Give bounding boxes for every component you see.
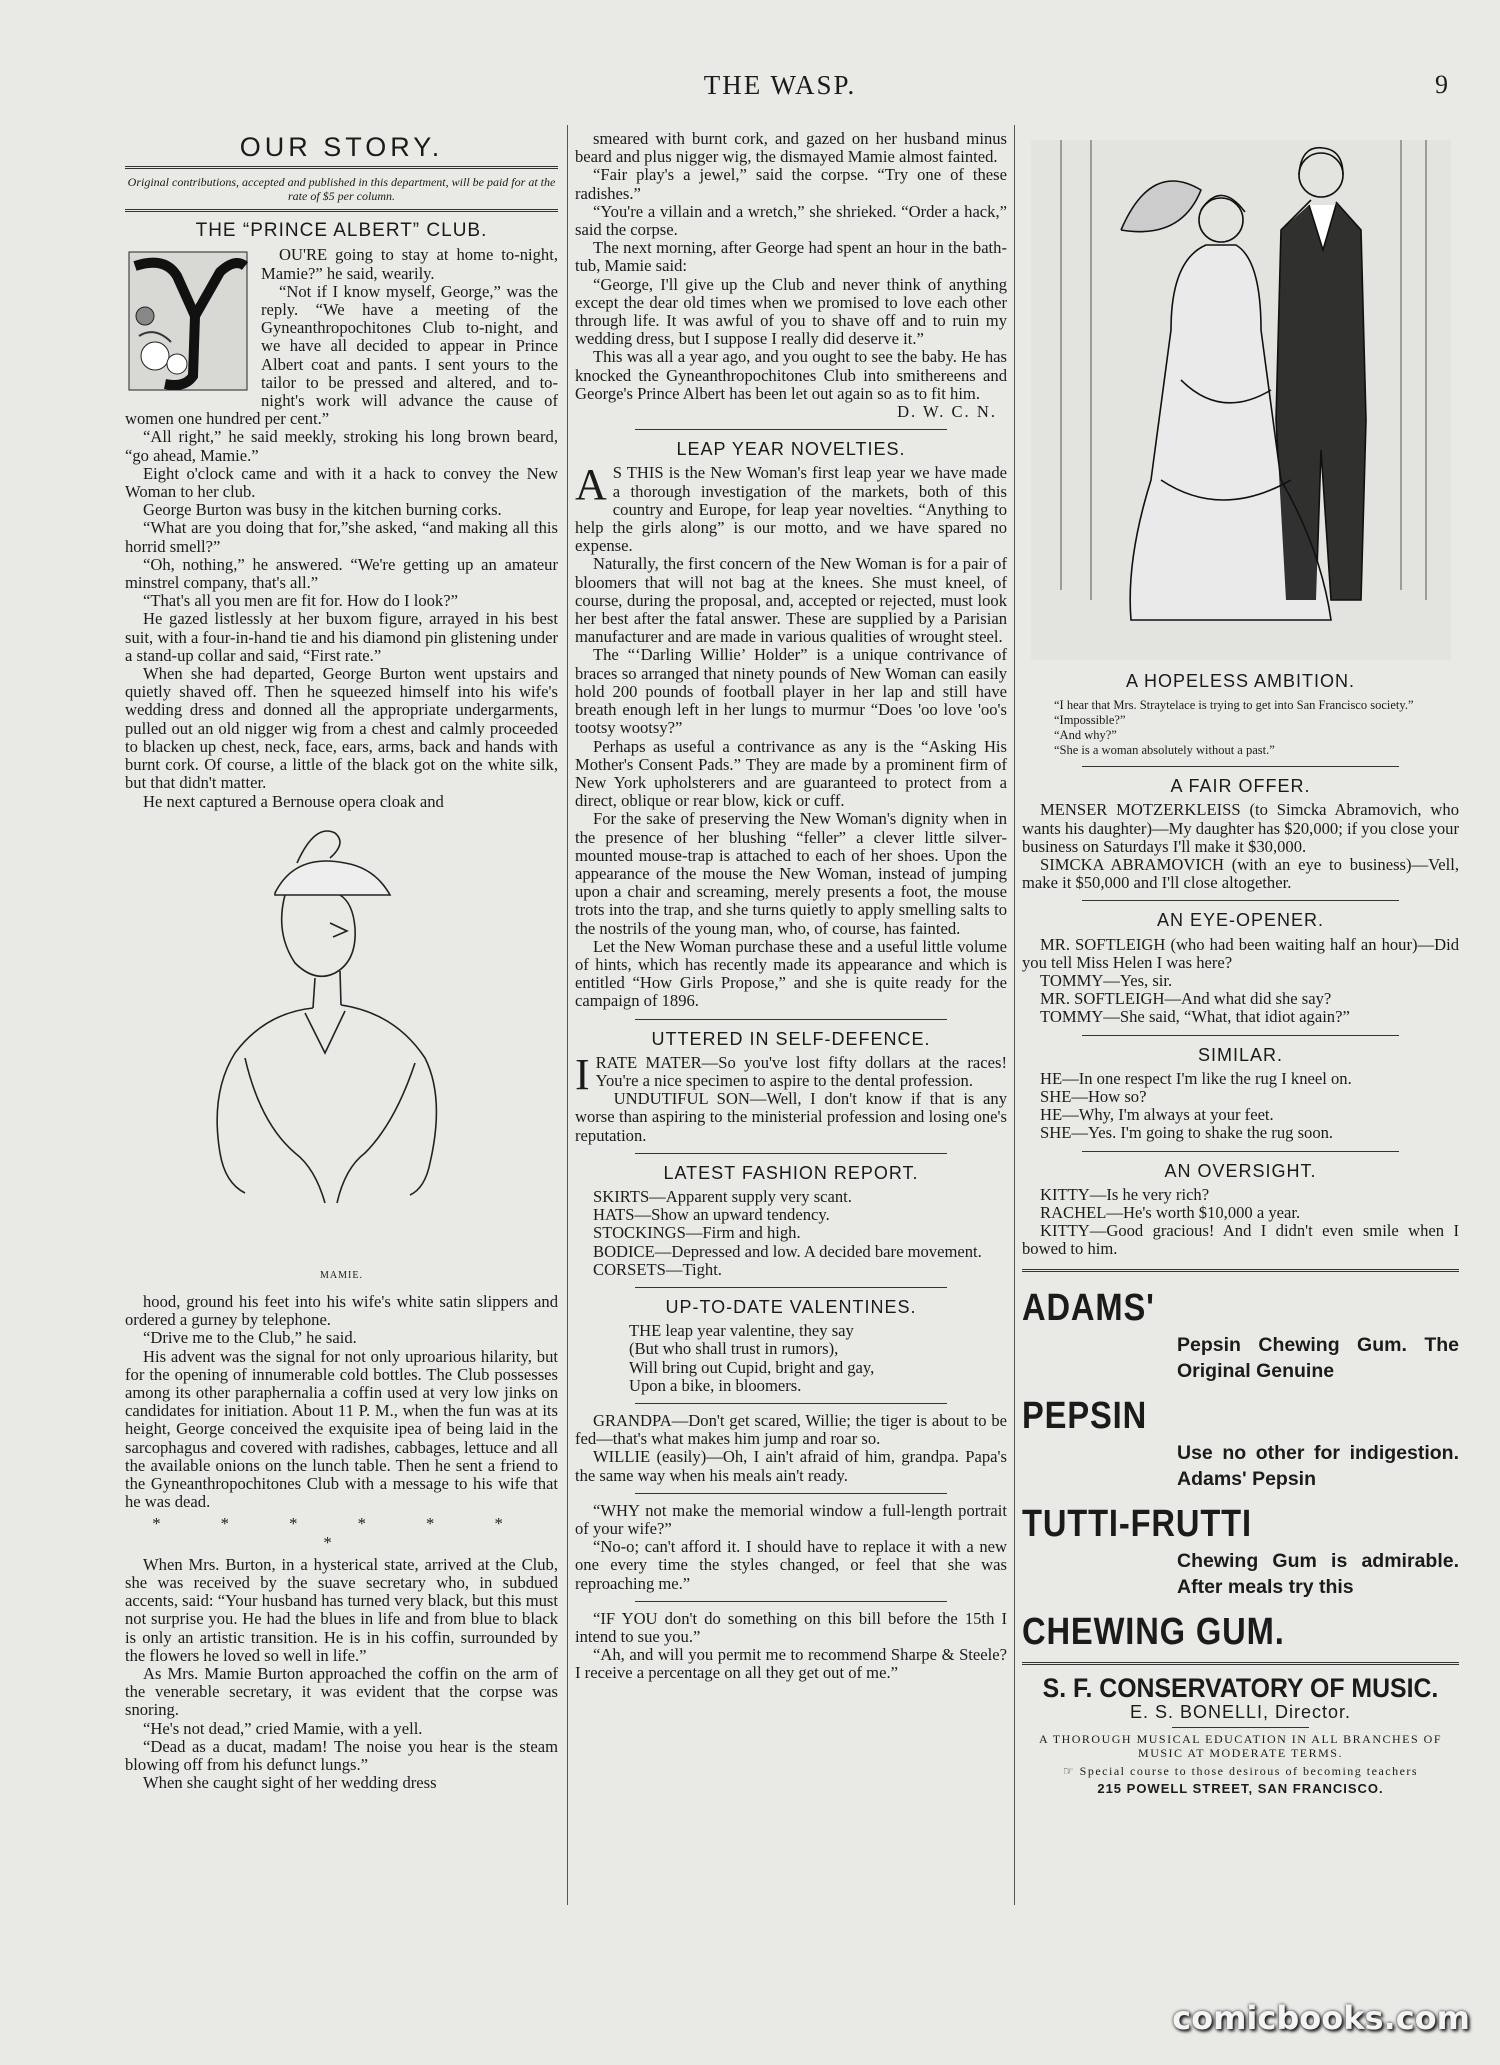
divider — [1082, 766, 1399, 767]
story-paragraph: George Burton was busy in the kitchen burning corks. — [143, 500, 502, 520]
ambition-title: A HOPELESS AMBITION. — [1125, 671, 1356, 691]
similar-body — [1022, 1070, 1459, 1143]
divider — [635, 1493, 947, 1494]
drop-cap: I — [575, 1049, 590, 1099]
story-paragraph: “That's all you men are fit for. How do I look?” — [143, 591, 458, 611]
section-break-stars: * * * * * * * — [152, 1514, 531, 1552]
fashion-line: BODICE—Depressed and low. A decided bare movement. — [593, 1241, 982, 1261]
ad-tutti-frutti: TUTTI-FRUTTI — [1022, 1502, 1252, 1545]
divider — [635, 1153, 947, 1154]
window-joke — [575, 1502, 1007, 1593]
story-paragraph: “Oh, nothing,” he answered. “We're getting up an amateur minstrel company, that's all.” — [125, 554, 558, 593]
valentine-poem — [575, 1322, 1007, 1395]
dialog-line: “And why?” — [1054, 728, 1117, 743]
dialog-paragraph: “IF YOU don't do something on this bill before the 15th I intend to sue you.” — [575, 1608, 1007, 1647]
fashion-body — [575, 1188, 1007, 1279]
column-middle — [575, 130, 1007, 1683]
story-paragraph: hood, ground his feet into his wife's white satin slippers and ordered a gurney by telephone. — [125, 1291, 558, 1330]
eye-opener-body — [1022, 936, 1459, 1027]
conservatory-director: E. S. BONELLI, Director. — [1129, 1701, 1352, 1722]
dialog-paragraph: TOMMY—Yes, sir. — [1040, 971, 1173, 991]
dialog-paragraph: KITTY—Good gracious! And I didn't even smile when I bowed to him. — [1022, 1221, 1459, 1259]
dialog-paragraph: SIMCKA ABRAMOVICH (with an eye to business)—Vell, make it $50,000 and I'll close altogether. — [1022, 855, 1459, 893]
double-rule — [125, 166, 558, 169]
decorative-initial-y-illustration — [125, 246, 253, 396]
conservatory-name: S. F. CONSERVATORY OF MUSIC. — [1042, 1672, 1439, 1703]
hopeless-ambition-illustration — [1031, 120, 1451, 660]
dialog-paragraph: MENSER MOTZERKLEISS (to Simcka Abramovich, who wants his daughter)—My daughter has $20,000; if you close your business on Saturdays I'll make it $30,000. — [1022, 800, 1459, 856]
story-paragraph: “He's not dead,” cried Mamie, with a yell. — [143, 1718, 423, 1738]
double-rule — [1022, 1269, 1459, 1272]
pointing-hand-icon: ☞ — [1062, 1764, 1076, 1779]
ad-tutti-sub: Chewing Gum is admirable. After meals try this — [1177, 1549, 1459, 1598]
ad-adams-sub: Pepsin Chewing Gum. The Original Genuine — [1177, 1333, 1459, 1382]
dialog-paragraph: UNDUTIFUL SON—Well, I don't know if that is any worse than aspiring to the ministerial profession and losing one's reputation. — [575, 1089, 1007, 1145]
dialog-paragraph: MR. SOFTLEIGH—And what did she say? — [1040, 989, 1332, 1009]
divider — [635, 1287, 947, 1288]
dialog-paragraph — [575, 1049, 1007, 1099]
section-title: OUR STORY. — [239, 132, 444, 162]
dialog-paragraph: “WHY not make the memorial window a full-length portrait of your wife?” — [575, 1500, 1007, 1539]
fair-offer-body — [1022, 801, 1459, 892]
story-paragraph: “George, I'll give up the Club and never think of anything except the dear old times when we promised to love each other through life. It was awful of you to shave off and to ruin my wedding dress, but I suppose I really did deserve it.” — [575, 274, 1007, 349]
oversight-title: AN OVERSIGHT. — [1164, 1160, 1317, 1181]
story-signature: D. W. C. N. — [897, 402, 997, 422]
valentines-title: UP-TO-DATE VALENTINES. — [665, 1296, 917, 1317]
story-paragraph: “You're a villain and a wretch,” she shrieked. “Order a hack,” said the corpse. — [575, 201, 1007, 240]
dialog-paragraph: “Ah, and will you permit me to recommend Sharpe & Steele? I receive a percentage on all they get out of me.” — [575, 1645, 1007, 1683]
contributions-note: Original contributions, accepted and published in this department, will be paid for at the rate of $5 per column. — [127, 175, 556, 204]
bill-joke — [575, 1610, 1007, 1683]
page-number: 9 — [1435, 70, 1448, 99]
story-paragraph: “Fair play's a jewel,” said the corpse. “Try one of these radishes.” — [575, 165, 1007, 203]
story-paragraph: When she had departed, George Burton went upstairs and quietly shaved off. Then he squeezed himself into his wife's wedding dress and donned all the appropriate undergarments, pulled out an old nigger wig from a chest and calmly proceeded to blacken up chest, neck, face, ears, arms, back and hands with burnt cork. Of course, a little of the black got on the white silk, but that didn't matter. — [125, 664, 558, 793]
conservatory-address: 215 POWELL STREET, SAN FRANCISCO. — [1097, 1781, 1384, 1797]
double-rule — [125, 209, 558, 212]
poem-line: THE leap year valentine, they say — [629, 1321, 854, 1341]
dialog-paragraph: HE—Why, I'm always at your feet. — [1040, 1105, 1274, 1125]
double-rule — [1022, 1662, 1459, 1665]
leap-paragraph — [575, 460, 1007, 556]
ad-adams: ADAMS' — [1022, 1286, 1155, 1329]
column-right — [1022, 130, 1459, 1798]
similar-title: SIMILAR. — [1197, 1044, 1284, 1065]
paragraph-text: RATE MATER—So you've lost fifty dollars at the races! You're a nice specimen to aspire to the dental profession. — [595, 1052, 1007, 1090]
dialog-paragraph: SHE—How so? — [1040, 1087, 1147, 1107]
column-rule — [567, 125, 568, 1905]
drop-cap: A — [575, 460, 607, 510]
column-rule — [1014, 125, 1015, 1905]
story-paragraph: “Dead as a ducat, madam! The noise you hear is the steam blowing off from his defunct lungs.” — [125, 1736, 558, 1774]
eye-opener-title: AN EYE-OPENER. — [1156, 910, 1325, 931]
ad-chewing-gum: CHEWING GUM. — [1022, 1610, 1285, 1653]
dialog-line: “Impossible?” — [1054, 713, 1126, 728]
dialog-paragraph: RACHEL—He's worth $10,000 a year. — [1040, 1203, 1301, 1223]
masthead: THE WASP. — [703, 70, 857, 100]
leap-paragraph: Let the New Woman purchase these and a useful little volume of hints, which has recently made its appearance and which is entitled “How Girls Propose,” and she is quite ready for the campaign of 1896. — [575, 936, 1007, 1011]
divider — [635, 1601, 947, 1602]
fashion-line: STOCKINGS—Firm and high. — [593, 1223, 801, 1243]
conservatory-education: A THOROUGH MUSICAL EDUCATION IN ALL BRANCHES OF MUSIC AT MODERATE TERMS. — [1038, 1732, 1443, 1761]
advertisement — [1022, 1284, 1459, 1799]
fashion-line: SKIRTS—Apparent supply very scant. — [593, 1186, 852, 1206]
fashion-title: LATEST FASHION REPORT. — [663, 1162, 919, 1183]
column-left — [125, 130, 558, 1792]
dialog-paragraph: “No-o; can't afford it. I should have to replace it with a new one every time the styles changed, or feel that she was reproaching me.” — [575, 1537, 1007, 1593]
fair-offer-title: A FAIR OFFER. — [1170, 776, 1311, 797]
story-title: THE “PRINCE ALBERT” CLUB. — [195, 220, 488, 242]
divider — [635, 1019, 947, 1020]
dialog-paragraph: WILLIE (easily)—Oh, I ain't afraid of him, grandpa. Papa's the same way when his meals ain't ready. — [575, 1447, 1007, 1485]
leap-paragraph: Perhaps as useful a contrivance as any is the “Asking His Mother's Consent Pads.” They are made by a prominent firm of New York upholsterers and are guaranteed to protect from a direct, oblique or rear blow, kick or cuff. — [575, 736, 1007, 811]
ad-pepsin: PEPSIN — [1022, 1394, 1148, 1437]
grandpa-joke — [575, 1412, 1007, 1485]
story-paragraph: His advent was the signal for not only uproarious hilarity, but for the opening of innumerable cold bottles. The Club possesses among its other paraphernalia a coffin used at very low jinks on candidates for initiation. About 11 P. M., when the fun was at its height, George conceived the exquisite ipea of being laid in the sarcophagus and covered with radishes, cabbages, lettuce and all the available onions on the lunch table. Then he sent a friend to the Gyneanthropochitones Club with a message to his wife that he was dead. — [125, 1346, 558, 1512]
dialog-paragraph: GRANDPA—Don't get scared, Willie; the tiger is about to be fed—that's what makes him jump and roar so. — [575, 1411, 1007, 1449]
self-defence-body — [575, 1049, 1007, 1145]
story-paragraph: “All right,” he said meekly, stroking his long brown beard, “go ahead, Mamie.” — [125, 427, 558, 465]
divider — [1172, 1727, 1309, 1728]
divider — [635, 1403, 947, 1404]
oversight-body — [1022, 1186, 1459, 1259]
story-body-bottom — [125, 1293, 558, 1511]
dialog-line: “I hear that Mrs. Straytelace is trying to get into San Francisco society.” — [1054, 698, 1414, 713]
story-paragraph: He next captured a Bernouse opera cloak and — [143, 791, 444, 811]
dialog-paragraph: MR. SOFTLEIGH (who had been waiting half an hour)—Did you tell Miss Helen I was here? — [1022, 934, 1459, 972]
story-paragraph: “Drive me to the Club,” he said. — [143, 1328, 357, 1348]
self-defence-title: UTTERED IN SELF-DEFENCE. — [651, 1028, 931, 1049]
watermark: comicbooks.com — [1172, 1999, 1470, 2037]
paragraph-text: S THIS is the New Woman's first leap year we have made a thorough investigation of the markets, both of this country and Europe, for leap year novelties. “Anything to help the girls along” is our motto, and we have spared no expense. — [575, 463, 1007, 556]
divider — [1082, 900, 1399, 901]
story-paragraph: Eight o'clock came and with it a hack to convey the New Woman to her club. — [125, 463, 558, 502]
story-paragraph: When she caught sight of her wedding dress — [143, 1773, 437, 1793]
story-paragraph: “Not if I know myself, George,” was the reply. “We have a meeting of the Gyneanthropochitones Club to-night, and we have all decided to appear in Prince Albert coat and pants. I sent yours to the tailor to be pressed and altered, and to-night's work will advance the cause of women one hundred per cent.” — [125, 281, 558, 429]
divider — [1082, 1035, 1399, 1036]
leap-paragraph: Naturally, the first concern of the New Woman is for a pair of bloomers that will not bag at the knees. She must kneel, of course, during the proposal, and, accepted or rejected, must look her best after the fatal answer. These are supplied by a Parisian manufacturer and are made in various qualities of wrought steel. — [575, 554, 1007, 647]
leap-year-body — [575, 460, 1007, 1011]
leap-paragraph: The “‘Darling Willie’ Holder” is a unique contrivance of braces so arranged that ninety pounds of New Woman can easily hold 200 pounds of football player in her lap and still have breath enough left in her lungs to murmur “Does 'oo love 'oo's tootsy wootsy?” — [575, 645, 1007, 738]
story-continued — [575, 130, 1007, 403]
story-paragraph: The next morning, after George had spent an hour in the bath-tub, Mamie said: — [575, 238, 1007, 276]
leap-paragraph: For the sake of preserving the New Woman's dignity when in the presence of her blushing “feller” a clever little silver-mounted mouse-trap is attached to each of her shoes. Upon the appearance of the mouse the New Woman, instead of jumping upon a chair and screaming, merely presents a foot, the mouse trots into the trap, and she turns quietly to apply smelling salts to the nostrils of the young man, who, of course, has fainted. — [575, 809, 1007, 938]
dialog-paragraph: SHE—Yes. I'm going to shake the rug soon. — [1040, 1123, 1334, 1143]
story-paragraph: He gazed listlessly at her buxom figure, arrayed in his best suit, with a four-in-hand tie and his diamond pin glistening under a stand-up collar and said, “First rate.” — [125, 609, 558, 665]
poem-line: Upon a bike, in bloomers. — [629, 1375, 802, 1395]
conservatory-special-course — [1022, 1764, 1459, 1778]
dialog-paragraph: KITTY—Is he very rich? — [1040, 1184, 1210, 1204]
divider — [635, 429, 947, 430]
ambition-dialog — [1022, 698, 1459, 758]
dialog-paragraph: HE—In one respect I'm like the rug I kneel on. — [1040, 1068, 1352, 1088]
divider — [1082, 1151, 1399, 1152]
story-paragraph: smeared with burnt cork, and gazed on her husband minus beard and plus nigger wig, the dismayed Mamie almost fainted. — [575, 129, 1007, 167]
story-paragraph: This was all a year ago, and you ought to see the baby. He has knocked the Gyneanthropochitones Club into smithereens and George's Prince Albert has been let out again so as to fit him. — [575, 347, 1007, 403]
leap-year-title: LEAP YEAR NOVELTIES. — [676, 439, 906, 460]
ad-pepsin-sub: Use no other for indigestion. Adams' Pepsin — [1177, 1441, 1459, 1490]
fashion-line: CORSETS—Tight. — [593, 1259, 722, 1279]
poem-line: Will bring out Cupid, bright and gay, — [629, 1357, 875, 1377]
poem-line: (But who shall trust in rumors), — [629, 1339, 839, 1359]
mamie-portrait-illustration — [125, 823, 558, 1263]
dialog-line: “She is a woman absolutely without a past.” — [1054, 743, 1275, 758]
page-header — [0, 70, 1500, 110]
story-paragraph: When Mrs. Burton, in a hysterical state, arrived at the Club, she was received by the suave secretary who, in subdued accents, said: “Your husband has turned very black, but this must not surprise you. He had the blues in life and from blue to black is only an artistic transition. He is in his coffin, surrounded by the flowers he loved so well in life.” — [125, 1554, 558, 1665]
story-paragraph: OU'RE going to stay at home to-night, Mamie?” he said, wearily. — [261, 245, 558, 283]
story-body-end — [125, 1556, 558, 1793]
illustration-caption: MAMIE. — [320, 1269, 363, 1281]
story-paragraph: “What are you doing that for,”she asked, “and making all this horrid smell?” — [125, 518, 558, 556]
dialog-paragraph: TOMMY—She said, “What, that idiot again?” — [1040, 1007, 1350, 1027]
special-course-text: Special course to those desirous of becoming teachers — [1079, 1764, 1419, 1779]
story-paragraph: As Mrs. Mamie Burton approached the coffin on the arm of the venerable secretary, it was evident that the corpse was snoring. — [125, 1663, 558, 1720]
fashion-line: HATS—Show an upward tendency. — [593, 1205, 830, 1225]
